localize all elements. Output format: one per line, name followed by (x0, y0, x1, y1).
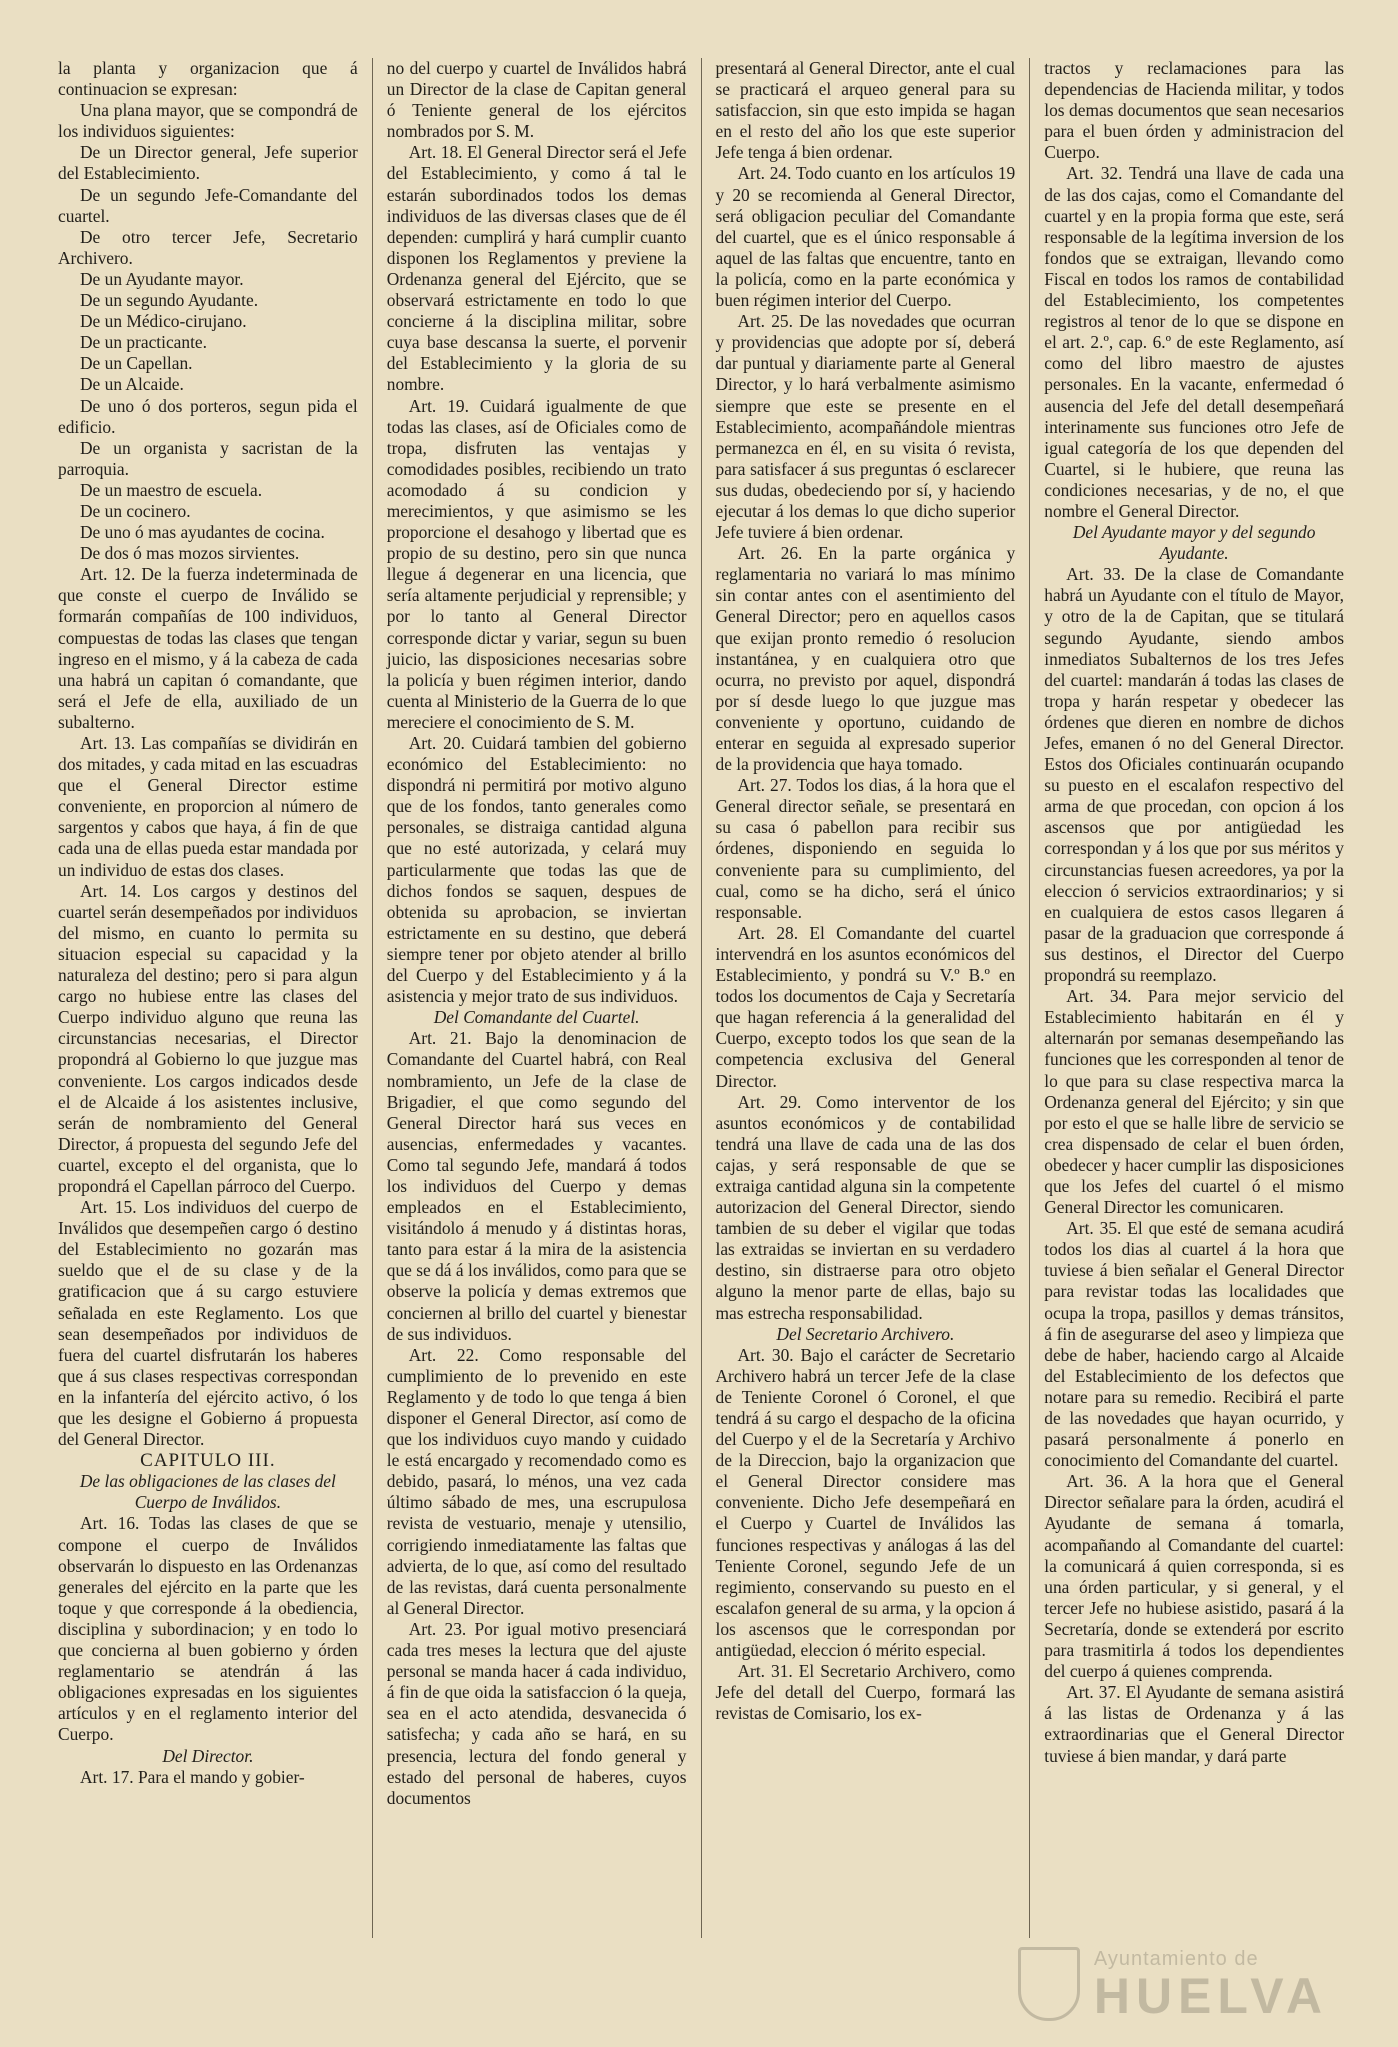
section-heading: Del Comandante del Cuartel. (433, 1007, 640, 1028)
paragraph: De un segundo Ayudante. (80, 290, 259, 311)
paragraph: Art. 17. Para el mando y gobier- (80, 1766, 305, 1787)
paragraph: Art. 21. Bajo la denominacion de Comandante del Cuartel habrá, con Real nombramiento, un Jefe de la clase de Brigadier, el que como segundo del General Director hará sus veces en ausencias, enfermedades y vacantes. Como tal segundo Jefe, mandará á todos los individuos del Cuerpo y demas empleados en el Establecimiento, visitándolo á menudo y á distintas horas, tanto para estar á la mira de la asistencia que se dá á los inválidos, como para que se observe la policía y demas extremos que conciernen al brillo del cuartel y bienestar de sus individuos. (386, 1028, 687, 1344)
paragraph: Art. 22. Como responsable del cumplimiento de lo prevenido en este Reglamento y de todo lo que tenga á bien disponer el General Director, así como de que los individuos cuyo mando y cuidado le está encargado y recomendado como es debido, pasará, lo ménos, una vez cada último sábado de mes, una escrupulosa revista de vestuario, menaje y utensilio, corrigiendo inmediatamente las faltas que advierta, de lo que, así como del resultado de las revistas, dará cuenta personalmente al General Director. (386, 1344, 687, 1618)
paragraph: De uno ó mas ayudantes de cocina. (80, 522, 325, 543)
paragraph: De un segundo Jefe-Comandante del cuartel. (58, 184, 358, 226)
column-1 (44, 58, 372, 1938)
paragraph: la planta y organizacion que á continuacion se expresan: (58, 58, 358, 100)
section-heading: Del Director. (162, 1745, 254, 1766)
paragraph: De un Director general, Jefe superior del Establecimiento. (58, 142, 358, 184)
archive-watermark (1018, 1947, 1328, 2024)
paragraph: Art. 23. Por igual motivo presenciará cada tres meses la lectura que del ajuste personal se manda hacer á cada individuo, á fin de que oida la satisfaccion ó la queja, sea en el acto atendida, desvanecida ó satisfecha; y cada año se hará, en su presencia, lectura del fondo general y estado del personal de haberes, cuyos documentos (386, 1618, 687, 1808)
paragraph: De un Alcaide. (80, 374, 184, 395)
paragraph: Art. 29. Como interventor de los asuntos económicos y de contabilidad tendrá una llave de cada una de las dos cajas, y será responsable de que se extraiga cantidad alguna sin la competente autorizacion del General Director, siendo tambien de su deber el vigilar que todas las extraidas se inviertan en su verdadero destino, sin distraerse para otro objeto alguno la menor parte de ellas, bajo su mas estrecha responsabilidad. (715, 1091, 1016, 1323)
column-3 (701, 58, 1030, 1938)
paragraph: no del cuerpo y cuartel de Inválidos habrá un Director de la clase de Capitan general ó Teniente general de los ejércitos nombrados por S. M. (386, 58, 687, 142)
paragraph: De un organista y sacristan de la parroquia. (58, 437, 358, 479)
watermark-line-2: HUELVA (1093, 1967, 1328, 2024)
paragraph: De un practicante. (80, 332, 207, 353)
paragraph: De uno ó dos porteros, segun pida el edificio. (58, 395, 358, 437)
column-2 (372, 58, 701, 1938)
paragraph: Art. 31. El Secretario Archivero, como Jefe del detall del Cuerpo, formará las revistas de Comisario, los ex- (715, 1661, 1016, 1724)
paragraph: De un cocinero. (80, 500, 191, 521)
paragraph: Art. 14. Los cargos y destinos del cuartel serán desempeñados por individuos del mismo, en cuanto lo permita su situacion especial su capacidad y la naturaleza del destino; pero si para algun cargo no hubiese entre las clases del Cuerpo individuo alguno que reuna las circunstancias necesarias, el Director propondrá al Gobierno lo que juzgue mas conveniente. Los cargos indicados desde el de Alcaide á los asistentes inclusive, serán de nombramiento del General Director, á propuesta del segundo Jefe del cuartel, excepto el del organista, que lo propondrá el Capellan párroco del Cuerpo. (58, 880, 358, 1196)
paragraph: Art. 30. Bajo el carácter de Secretario Archivero habrá un tercer Jefe de la clase de Teniente Coronel ó Coronel, el que tendrá á su cargo el despacho de la oficina del Cuerpo y el de la Secretaría y Archivo de la Direccion, bajo la organizacion que el General Director considere mas conveniente. Dicho Jefe desempeñará en el Cuerpo y Cuartel de Inválidos las funciones respectivas y análogas á las del Teniente Coronel, segundo Jefe de un regimiento, conservando su puesto en el escalafon general de su arma, y la opcion á los ascensos que le correspondan por antigüedad, eleccion ó mérito especial. (715, 1344, 1016, 1661)
section-heading: Del Secretario Archivero. (776, 1323, 955, 1344)
column-4 (1029, 58, 1358, 1938)
paragraph: Art. 25. De las novedades que ocurran y providencias que adopte por sí, deberá dar puntual y diariamente parte al General Director, y lo hará verbalmente asimismo siempre que este se presente en el Establecimiento, acompañándole mientras permanezca en él, en su visita ó revista, para satisfacer á sus preguntas ó esclarecer sus dudas, obedeciendo por sí, y haciendo ejecutar á los demas lo que dicho superior Jefe tuviere á bien ordenar. (715, 311, 1016, 543)
paragraph: De un Médico-cirujano. (80, 311, 247, 332)
paragraph: Art. 32. Tendrá una llave de cada una de las dos cajas, como el Comandante del cuartel y en la propia forma que este, será responsable de la legítima inversion de los fondos que se extraigan, llevando como Fiscal en todos los ramos de contabilidad del Establecimiento, los competentes registros al tenor de lo que se dispone en el art. 2.º, cap. 6.º de este Reglamento, así como del libro maestro de ajustes personales. En la vacante, enfermedad ó ausencia del Jefe del detall desempeñará interinamente sus funciones otro Jefe de igual categoría de los que dependen del Cuartel, si le hubiere, que reuna las condiciones necesarias, y de no, el que nombre el General Director. (1044, 163, 1344, 521)
paragraph: De un Ayudante mayor. (80, 268, 244, 289)
paragraph: De un maestro de escuela. (80, 479, 263, 500)
section-heading: Del Ayudante mayor y del segundo Ayudante. (1072, 522, 1316, 564)
paragraph: Art. 12. De la fuerza indeterminada de que conste el cuerpo de Inválido se formarán compañías de 100 individuos, compuestas de todas las clases que tengan ingreso en el mismo, y á la cabeza de cada una habrá un capitan ó comandante, que será el Jefe de ella, auxiliado de un subalterno. (58, 564, 358, 732)
paragraph: De un Capellan. (80, 353, 193, 374)
section-heading: De las obligaciones de las clases del Cuerpo de Inválidos. (79, 1471, 336, 1513)
paragraph: Una plana mayor, que se compondrá de los individuos siguientes: (58, 100, 358, 142)
paragraph: De dos ó mas mozos sirvientes. (80, 543, 300, 564)
city-shield-icon (1018, 1947, 1080, 2021)
paragraph: Art. 26. En la parte orgánica y reglamentaria no variará lo mas mínimo sin contar antes con el asentimiento del General Director; pero en aquellos casos que exijan pronto remedio ó resolucion instantánea, y en cualquiera otro que ocurra, no previsto por aquel, dispondrá por sí desde luego lo que juzgue mas conveniente y oportuno, cuidando de enterar en seguida al expresado superior de la providencia que haya tomado. (715, 543, 1016, 775)
paragraph: Art. 34. Para mejor servicio del Establecimiento habitarán en él y alternarán por semanas desempeñando las funciones que les corresponden al tenor de lo que para su clase respectiva marca la Ordenanza general del Ejército; y sin que por esto el que se halle libre de servicio se crea dispensado de celar el buen órden, obedecer y hacer cumplir las disposiciones que los Jefes del cuartel ó el mismo General Director les comunicaren. (1044, 986, 1344, 1218)
paragraph: Art. 19. Cuidará igualmente de que todas las clases, así de Oficiales como de tropa, disfruten las ventajas y comodidades posibles, recibiendo un trato acomodado á su condicion y merecimientos, y que asimismo se les proporcione el desahogo y libertad que es propio de su destino, pero sin que nunca llegue á degenerar en una licencia, que sería altamente perjudicial y reprensible; y por lo tanto al General Director corresponde dictar y variar, segun su buen juicio, las disposiciones necesarias sobre la policía y buen régimen interior, dando cuenta al Ministerio de la Guerra de lo que mereciere el conocimiento de S. M. (386, 395, 687, 732)
paragraph: Art. 15. Los individuos del cuerpo de Inválidos que desempeñen cargo ó destino del Establecimiento no gozarán mas sueldo que el de su clase y de la gratificacion que á su cargo estuviere señalada en este Reglamento. Los que sean desempeñados por individuos de fuera del cuartel disfrutarán los haberes que á sus clases respectivas correspondan en la infantería del ejército activo, ó los que les designe el Gobierno á propuesta del General Director. (58, 1197, 358, 1450)
paragraph: Art. 13. Las compañías se dividirán en dos mitades, y cada mitad en las escuadras que el General Director estime conveniente, en proporcion al número de sargentos y cabos que haya, á fin de que cada una de ellas pueda estar mandada por un individuo de estas dos clases. (58, 733, 358, 880)
paragraph: Art. 35. El que esté de semana acudirá todos los dias al cuartel á la hora que tuviese á bien señalar el General Director para revistar todas las localidades que ocupa la tropa, pasillos y demas tránsitos, á fin de asegurarse del aseo y limpieza que debe de haber, haciendo cargo al Alcaide del Establecimiento de los defectos que notare para su remedio. Recibirá el parte de las novedades que hayan ocurrido, y pasará personalmente á ponerlo en conocimiento del Comandante del cuartel. (1044, 1218, 1344, 1471)
paragraph: presentará al General Director, ante el cual se practicará el arqueo general para su satisfaccion, sin que esto impida se hagan en el resto del año los que este superior Jefe tenga á bien ordenar. (715, 58, 1016, 163)
paragraph: Art. 16. Todas las clases de que se compone el cuerpo de Inválidos observarán lo dispuesto en las Ordenanzas generales del ejército en la parte que les toque y que corresponde á la obediencia, disciplina y subordinacion; y en todo lo que concierna al buen gobierno y órden reglamentario se atendrán á las obligaciones expresadas en los siguientes artículos y en el reglamento interior del Cuerpo. (58, 1513, 358, 1745)
paragraph: Art. 27. Todos los dias, á la hora que el General director señale, se presentará en su casa ó pabellon para recibir sus órdenes, disponiendo en seguida lo conveniente para su cumplimiento, del cual, como se ha dicho, será el único responsable. (715, 775, 1016, 922)
chapter-heading: CAPITULO III. (140, 1450, 276, 1472)
paragraph: Art. 20. Cuidará tambien del gobierno económico del Establecimiento: no dispondrá ni permitirá por motivo alguno que de los fondos, tanto generales como personales, se distraiga cantidad alguna que no esté autorizada, y celará muy particularmente que todas las que de dichos fondos se saquen, despues de obtenida su aprobacion, se inviertan estrictamente en su destino, que deberá siempre tener por objeto atender al brillo del Cuerpo y del Establecimiento y á la asistencia y mejor trato de sus individuos. (386, 733, 687, 1007)
paragraph: Art. 36. A la hora que el General Director señalare para la órden, acudirá el Ayudante de semana á tomarla, acompañando al Comandante del cuartel: la comunicará á quien corresponda, si es una órden particular, y si general, y el tercer Jefe no hubiese asistido, pasará á la Secretaría, donde se extenderá por escrito para trasmitirla á todos los dependientes del cuerpo á quienes comprenda. (1044, 1471, 1344, 1682)
watermark-line-1: Ayuntamiento de (1093, 1947, 1259, 1970)
paragraph: De otro tercer Jefe, Secretario Archivero. (58, 226, 358, 268)
paragraph: Art. 33. De la clase de Comandante habrá un Ayudante con el título de Mayor, y otro de la de Capitan, que se titulará segundo Ayudante, siendo ambos inmediatos Subalternos de los tres Jefes del cuartel: mandarán á todas las clases de tropa y harán respetar y obedecer las órdenes que dieren en nombre de dichos Jefes, emanen ó no del General Director. Estos dos Oficiales continuarán ocupando su puesto en el escalafon respectivo del arma de que procedan, con opcion á los ascensos que por antigüedad les correspondan y á los que por sus méritos y circunstancias fuesen acreedores, ya por la eleccion ó servicios extraordinarios; y si en cualquiera de estos casos llegaren á pasar de la graduacion que corresponde á sus destinos, el Director del Cuerpo propondrá su reemplazo. (1044, 564, 1344, 986)
paragraph: tractos y reclamaciones para las dependencias de Hacienda militar, y todos los demas documentos que sean necesarios para el buen órden y administracion del Cuerpo. (1044, 58, 1344, 163)
paragraph: Art. 37. El Ayudante de semana asistirá á las listas de Ordenanza y á las extraordinarias que el General Director tuviese á bien mandar, y dará parte (1044, 1682, 1344, 1766)
paragraph: Art. 28. El Comandante del cuartel intervendrá en los asuntos económicos del Establecimiento, y pondrá su V.º B.º en todos los documentos de Caja y Secretaría que hagan referencia á la generalidad del Cuerpo, excepto todos los que sean de la competencia exclusiva del General Director. (715, 922, 1016, 1091)
paragraph: Art. 18. El General Director será el Jefe del Establecimiento, y como á tal le estarán subordinados todos los demas individuos de las diversas clases que de él dependen: cumplirá y hará cumplir cuanto disponen los Reglamentos y previene la Ordenanza general del Ejército, que se observará estrictamente en todo lo que concierne á la disciplina militar, sobre cuya base descansa la suerte, el porvenir del Establecimiento y la gloria de su nombre. (386, 142, 687, 395)
text-columns (44, 58, 1358, 1938)
paragraph: Art. 24. Todo cuanto en los artículos 19 y 20 se recomienda al General Director, será obligacion peculiar del Comandante del cuartel, que es el único responsable á aquel de las faltas que encuentre, tanto en la policía, como en la parte económica y buen régimen interior del Cuerpo. (715, 163, 1016, 311)
